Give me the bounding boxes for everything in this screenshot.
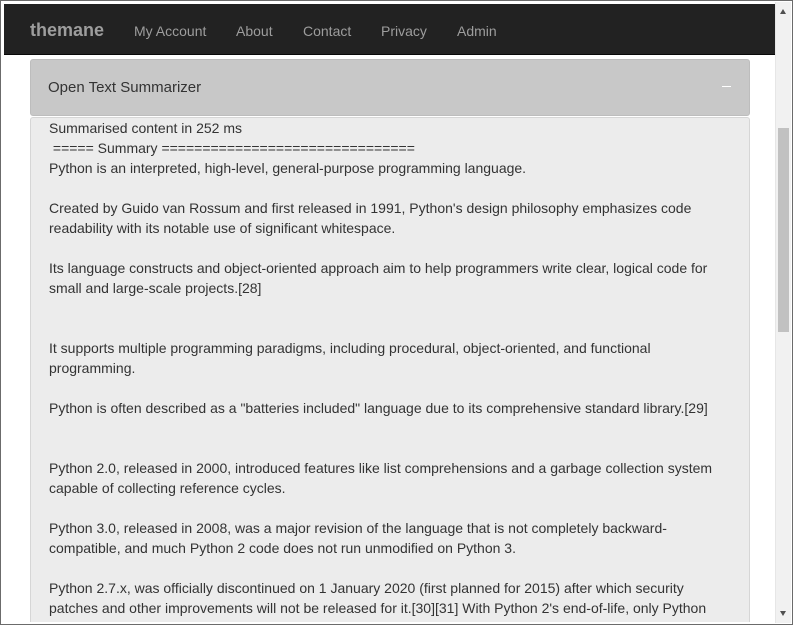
top-navbar xyxy=(4,4,775,55)
scrollbar-thumb[interactable] xyxy=(778,128,789,332)
summary-sentence: Its language constructs and object-oriented approach aim to help programmers write clear, logical code for small and large-scale projects.[28] xyxy=(49,260,712,296)
summary-sentence: Python is often described as a "batteries included" language due to its comprehensive standard library.[29] xyxy=(49,400,708,416)
nav-item-admin[interactable]: Admin xyxy=(457,23,497,39)
summary-sentence: Created by Guido van Rossum and first released in 1991, Python's design philosophy emphasizes code readability with its notable use of significant whitespace. xyxy=(49,200,696,236)
minus-icon[interactable] xyxy=(721,75,733,95)
summary-blank-line xyxy=(49,238,729,258)
summary-blank-line xyxy=(49,318,729,338)
summarizer-panel-heading[interactable] xyxy=(30,59,750,116)
summary-timing: Summarised content in 252 ms xyxy=(49,120,242,136)
summary-blank-line xyxy=(49,438,729,458)
summary-blank-line xyxy=(49,298,729,318)
nav-item-privacy[interactable]: Privacy xyxy=(381,23,427,39)
summary-sentence: Python is an interpreted, high-level, general-purpose programming language. xyxy=(49,160,527,176)
summary-header: ===== Summary =============================== xyxy=(49,140,415,156)
summary-blank-line xyxy=(49,378,729,398)
nav-item-contact[interactable]: Contact xyxy=(303,23,352,39)
summary-blank-line xyxy=(49,178,729,198)
brand-link[interactable]: themane xyxy=(30,20,105,40)
summary-sentence: Python 2.7.x, was officially discontinued on 1 January 2020 (first planned for 2015) after which security patches and other improvements will not be released for it.[30][31] With Python 2's end-of-life, only Python xyxy=(49,580,707,616)
nav-item-my-account[interactable]: My Account xyxy=(134,23,207,39)
summary-output xyxy=(49,118,729,618)
summary-blank-line xyxy=(49,498,729,518)
page-viewport xyxy=(4,4,775,622)
summary-sentence: Python 3.0, released in 2008, was a major revision of the language that is not completely backward-compatible, and much Python 2 code does not run unmodified on Python 3. xyxy=(49,520,667,556)
summary-sentence: Python 2.0, released in 2000, introduced features like list comprehensions and a garbage collection system capable of collecting reference cycles. xyxy=(49,460,716,496)
summary-blank-line xyxy=(49,418,729,438)
triangle-down-icon[interactable] xyxy=(776,605,791,621)
panel-title: Open Text Summarizer xyxy=(48,79,202,96)
summary-panel-body xyxy=(30,117,750,622)
triangle-up-icon[interactable] xyxy=(776,4,791,20)
vertical-scrollbar[interactable] xyxy=(775,2,791,623)
nav-item-about[interactable]: About xyxy=(236,23,273,39)
summary-blank-line xyxy=(49,558,729,578)
summary-sentence: It supports multiple programming paradigms, including procedural, object-oriented, and functional programming. xyxy=(49,340,655,376)
